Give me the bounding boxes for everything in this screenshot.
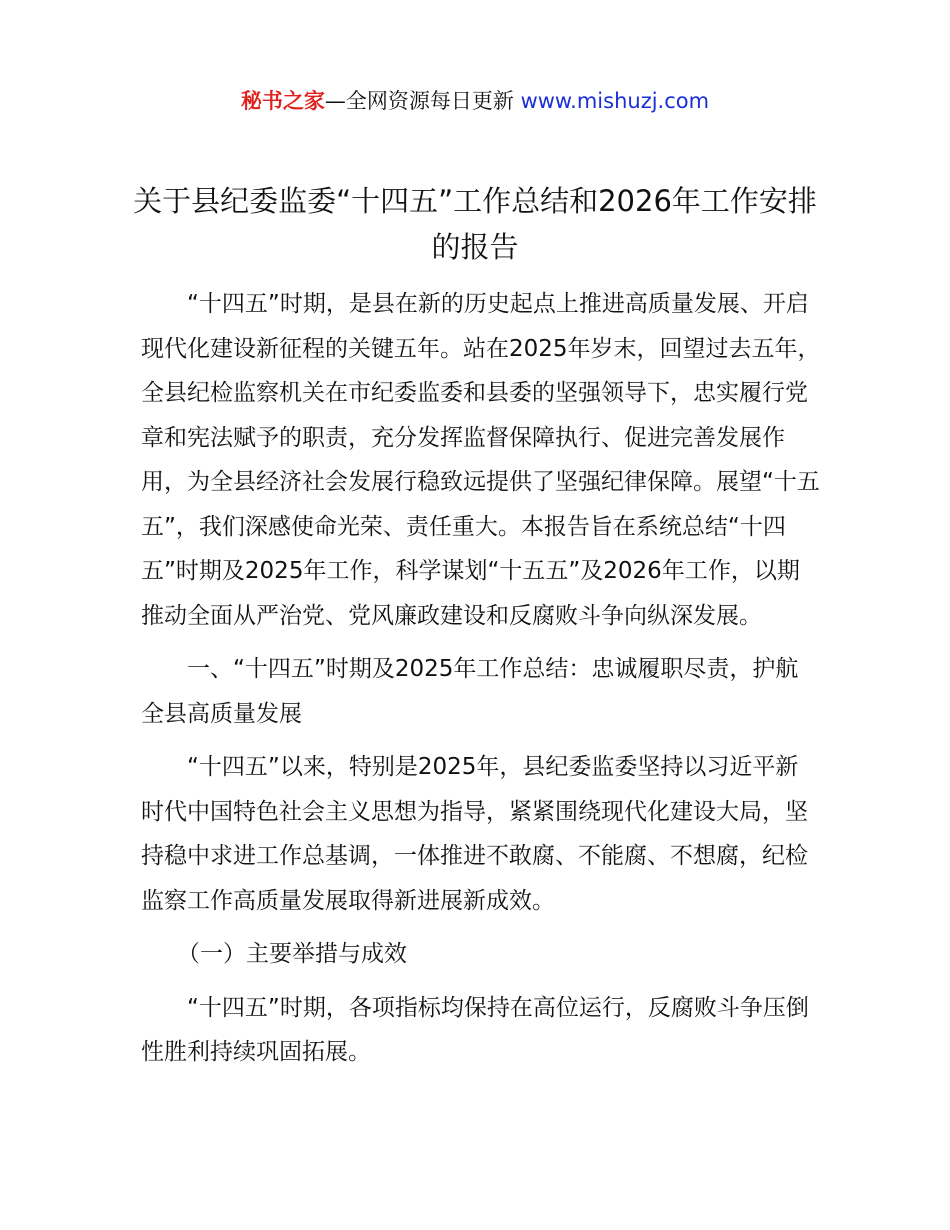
site-header — [0, 84, 950, 118]
site-brand: 秘书之家 — [240, 89, 325, 113]
site-url-link[interactable]: www.mishuzj.com — [520, 89, 710, 113]
section-heading-1: 一、“十四五”时期及2025年工作总结：忠诚履职尽责，护航全县高质量发展 — [141, 656, 799, 727]
subsection-1-paragraph: “十四五”时期，各项指标均保持在高位运行，反腐败斗争压倒性胜利持续巩固拓展。 — [141, 994, 809, 1065]
intro-paragraph: “十四五”时期，是县在新的历史起点上推进高质量发展、开启现代化建设新征程的关键五年。站在2025年岁末，回望过去五年，全县纪检监察机关在市纪委监委和县委的坚强领导下，忠实履行党章和宪法赋予的职责，充分发挥监督保障执行、促进完善发展作用，为全县经济社会发展行稳致远提供了坚强纪律保障。展望“十五五”，我们深感使命光荣、责任重大。本报告旨在系统总结“十四五”时期及2025年工作，科学谋划“十五五”及2026年工作，以期推动全面从严治党、党风廉政建设和反腐败斗争向纵深发展。 — [141, 291, 821, 629]
section-1-paragraph: “十四五”以来，特别是2025年，县纪委监委坚持以习近平新时代中国特色社会主义思想为指导，紧紧围绕现代化建设大局，坚持稳中求进工作总基调，一体推进不敢腐、不能腐、不想腐，纪检监察工作高质量发展取得新进展新成效。 — [141, 754, 808, 914]
site-tagline: —全网资源每日更新 — [324, 89, 514, 113]
document-title: 关于县纪委监委“十四五”工作总结和2026年工作安排的报告 — [133, 184, 817, 264]
document-body — [141, 282, 821, 1084]
subsection-heading-1: （一）主要举措与成效 — [177, 941, 407, 967]
